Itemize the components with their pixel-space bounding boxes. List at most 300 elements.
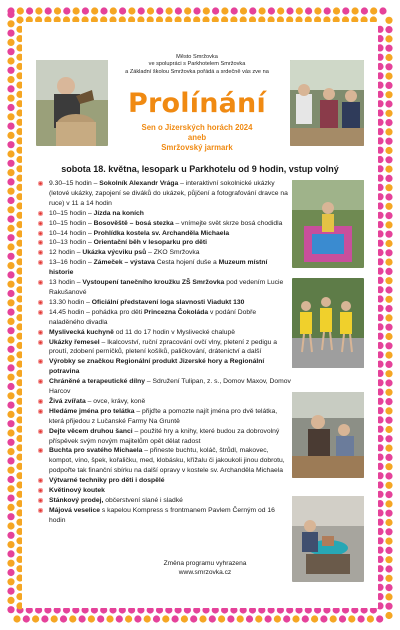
border-dot (190, 615, 197, 622)
border-dot (342, 7, 349, 14)
border-dot (385, 147, 392, 154)
border-dot (7, 95, 14, 102)
border-dot (385, 240, 392, 247)
border-dot (385, 398, 392, 405)
border-dot (184, 7, 191, 14)
border-dot (128, 7, 135, 14)
border-dot (361, 7, 368, 14)
border-dot (277, 7, 284, 14)
border-dot (7, 123, 14, 130)
border-dot (7, 578, 14, 585)
program-item (37, 248, 291, 258)
border-dot (153, 615, 160, 622)
border-dot (385, 156, 392, 163)
border-dot (385, 361, 392, 368)
border-dot (69, 615, 76, 622)
border-dot (385, 389, 392, 396)
falconer-photo (36, 60, 108, 146)
border-dot (7, 588, 14, 595)
border-dot (259, 7, 266, 14)
border-dot (320, 615, 327, 622)
bullet-icon (38, 221, 43, 226)
program-item (37, 446, 291, 476)
border-dot (7, 160, 14, 167)
program-item-text: 10–15 hodin – (49, 209, 94, 217)
program-item-text: 12 hodin – (49, 249, 83, 257)
program-item-text: – použité hry a knihy, které budou za dobrovolný příspěvek svým novým majitelům opět dělat radost (49, 427, 280, 445)
border-dot (385, 352, 392, 359)
program-item-highlight: Sokolník Alexandr Vrága (99, 180, 179, 187)
intro-line: Město Smržovka (176, 54, 218, 60)
border-dot (385, 603, 392, 610)
border-dot (385, 575, 392, 582)
pottery-wheel-photo (292, 496, 364, 582)
border-dot (305, 7, 312, 14)
bullet-icon (38, 310, 43, 315)
border-dot (7, 355, 14, 362)
border-dot (385, 454, 392, 461)
border-dot (385, 612, 392, 619)
border-dot (7, 299, 14, 306)
border-dot (7, 113, 14, 120)
border-dot (7, 178, 14, 185)
border-dot (97, 615, 104, 622)
border-dot (54, 7, 61, 14)
border-dot (203, 7, 210, 14)
program-item-text: – přijďte a pomozte najít jména pro dvě telátka, která přijedou z Lučanské Farmy Na Gruntě (49, 407, 278, 425)
border-dot (268, 7, 275, 14)
border-dot (7, 197, 14, 204)
border-dot (100, 7, 107, 14)
program-item-highlight: Chráněné a terapeutické dílny (49, 378, 146, 386)
border-dot (134, 615, 141, 622)
program-list (37, 179, 291, 526)
program-item-text: – Sdružení Tulipan, z. s., Domov Maxov, Domov Harcov (49, 378, 291, 396)
border-dot (7, 485, 14, 492)
craft-stall-photo (292, 392, 364, 478)
bullet-icon (38, 359, 43, 364)
program-item (37, 496, 291, 506)
program-item-text: Cesta hojení duše a (154, 259, 219, 267)
program-item-text: 9.30–15 hodin – (49, 180, 100, 187)
border-dot (385, 35, 392, 42)
program-item-highlight: Živá zvířata (49, 397, 86, 405)
border-dot (45, 7, 52, 14)
border-dot (376, 615, 383, 622)
border-dot (175, 7, 182, 14)
bullet-icon (38, 429, 43, 434)
border-dot (385, 82, 392, 89)
event-title: Prolínání (128, 88, 266, 119)
border-dot (385, 491, 392, 498)
border-dot (88, 615, 95, 622)
program-item-text: 10–15 hodin – (49, 219, 94, 227)
border-dot (385, 45, 392, 52)
border-dot (147, 7, 154, 14)
border-dot (385, 584, 392, 591)
border-dot (172, 615, 179, 622)
border-dot (249, 7, 256, 14)
event-subtitle (112, 123, 282, 153)
border-dot (385, 538, 392, 545)
border-dot (385, 556, 392, 563)
border-dot (7, 467, 14, 474)
border-dot (385, 166, 392, 173)
border-dot (7, 57, 14, 64)
border-dot (209, 615, 216, 622)
border-dot (385, 249, 392, 256)
bullet-icon (38, 280, 43, 285)
border-dot (7, 29, 14, 36)
border-dot (231, 7, 238, 14)
border-dot (385, 324, 392, 331)
program-item-text: od 11 do 17 hodin v Myslivecké chalupě (113, 328, 235, 336)
border-dot (385, 26, 392, 33)
border-dot (116, 615, 123, 622)
border-dot (7, 76, 14, 83)
border-dot (7, 11, 14, 18)
border-dot (79, 615, 86, 622)
border-dot (7, 457, 14, 464)
border-dot (7, 141, 14, 148)
border-dot (7, 541, 14, 548)
border-dot (265, 615, 272, 622)
border-dot (7, 513, 14, 520)
border-dot (385, 547, 392, 554)
border-dot (246, 615, 253, 622)
border-dot (7, 476, 14, 483)
program-item-text: – Ikalcovství, ruční zpracování ovčí vlny, pletení z pedigu a proutí, zdobení perníčků, pletení košíků, paličkování, drátenictví a další (49, 338, 278, 356)
border-dot (7, 532, 14, 539)
border-dot (7, 309, 14, 316)
border-dot (283, 615, 290, 622)
program-item-highlight: Myslivecká kuchyně (49, 328, 114, 336)
border-dot (385, 110, 392, 117)
border-dot (91, 7, 98, 14)
border-dot (7, 262, 14, 269)
border-dot (7, 206, 14, 213)
program-item-highlight: Hledáme jména pro telátka (49, 407, 135, 415)
border-dot (227, 615, 234, 622)
border-dot (385, 128, 392, 135)
border-dot (385, 212, 392, 219)
program-item-text: 13 hodin – (49, 279, 83, 287)
border-dot (7, 234, 14, 241)
border-dot (218, 615, 225, 622)
border-dot (7, 132, 14, 139)
border-dot (385, 138, 392, 145)
border-dot (82, 7, 89, 14)
border-dot (385, 91, 392, 98)
border-dot (23, 615, 30, 622)
program-item (37, 229, 291, 239)
program-item (37, 238, 291, 248)
intro-line: a Základní školou Smržovka pořádá a srdečně vás zve na (125, 68, 269, 75)
border-dot (296, 7, 303, 14)
border-dot (352, 7, 359, 14)
program-item-highlight: Květinový koutek (49, 487, 105, 495)
program-item (37, 476, 291, 486)
program-item-text: – přineste buchtu, koláč, štrůdl, makovec, kompot, víno, špek, kořaličku, med, klobásku, křížalu či jakoukoli jinou dobrotu, podpořte tak finanční sbírku na další opravy v kostele sv. Archanděla Michaela (49, 447, 285, 475)
border-dot (7, 243, 14, 250)
bullet-icon (38, 340, 43, 345)
program-item-highlight: Oficiální představení loga slavnosti Viadukt 130 (91, 298, 245, 306)
program-item (37, 377, 291, 397)
bullet-icon (38, 231, 43, 236)
bullet-icon (38, 250, 43, 255)
border-dot (7, 504, 14, 511)
border-dot (348, 615, 355, 622)
border-dot (333, 7, 340, 14)
border-dot (7, 606, 14, 613)
program-item-text: občerstvení slané i sladké (103, 497, 183, 504)
border-dot (7, 392, 14, 399)
program-item (37, 258, 291, 278)
border-dot (7, 216, 14, 223)
border-dot (156, 7, 163, 14)
border-dot (330, 615, 337, 622)
program-item-highlight: Stánkový prodej, (49, 497, 104, 504)
border-dot (314, 7, 321, 14)
border-dot (7, 85, 14, 92)
border-dot (138, 7, 145, 14)
program-item-highlight: Jízda na koních (93, 209, 144, 217)
border-dot (324, 7, 331, 14)
intro-line: ve spolupráci s Parkhotelem Smržovka (148, 61, 246, 68)
program-item (37, 298, 291, 308)
border-dot (385, 379, 392, 386)
date-venue-line: sobota 18. května, lesopark u Parkhotelu od 9 hodin, vstup volný (61, 164, 339, 174)
border-dot (60, 615, 67, 622)
border-dot (7, 346, 14, 353)
border-dot (385, 463, 392, 470)
border-dot (370, 7, 377, 14)
border-dot (292, 615, 299, 622)
border-dot (7, 327, 14, 334)
program-item-text: – vnímejte svět skrze bosá chodidla (173, 219, 283, 227)
program-item-highlight: Buchta pro svatého Michaela (49, 447, 143, 455)
bullet-icon (38, 330, 43, 335)
border-dot (385, 296, 392, 303)
bullet-icon (38, 211, 43, 216)
border-dot (7, 374, 14, 381)
program-item (37, 338, 291, 358)
border-dot (17, 7, 24, 14)
border-dot (385, 407, 392, 414)
program-item (37, 308, 291, 328)
border-dot (7, 597, 14, 604)
program-item (37, 179, 291, 209)
border-dot (385, 528, 392, 535)
border-dot (7, 550, 14, 557)
bullet-icon (38, 379, 43, 384)
border-dot (385, 333, 392, 340)
border-dot (385, 314, 392, 321)
border-dot (13, 615, 20, 622)
border-dot (385, 184, 392, 191)
border-dot (32, 615, 39, 622)
program-item-highlight: Vystoupení tanečního kroužku ZŠ Smržovka (82, 279, 225, 287)
program-item-highlight: Zámeček – výstava (93, 259, 155, 267)
border-dot (181, 615, 188, 622)
bullet-icon (38, 399, 43, 404)
subtitle-line: aneb (187, 133, 207, 142)
subtitle-line: Smržovský jarmark (161, 143, 233, 152)
border-dot (7, 67, 14, 74)
program-item-highlight: Princezna Čokoláda (143, 308, 209, 316)
program-change-note: Změna programu vyhrazena (163, 560, 247, 567)
program-item-highlight: Májová veselice (49, 506, 101, 514)
border-dot (385, 193, 392, 200)
border-dot (311, 615, 318, 622)
border-dot (385, 305, 392, 312)
website-url: www.smrzovka.cz (178, 569, 232, 576)
program-item (37, 219, 291, 229)
border-dot (385, 221, 392, 228)
border-dot (385, 54, 392, 61)
border-dot (63, 7, 70, 14)
program-item (37, 486, 291, 496)
program-item-text: 14.45 hodin – pohádka pro děti (49, 308, 144, 316)
dancers-photo (292, 278, 364, 368)
program-item-highlight: Muzeum místní historie (49, 259, 268, 277)
border-dot (106, 615, 113, 622)
border-dot (7, 48, 14, 55)
border-dot (7, 522, 14, 529)
border-dot (7, 448, 14, 455)
program-item-highlight: Bosověště – bosá stezka (93, 219, 174, 227)
program-item-text: – interaktivní sokolnické ukázky (letové ukázky, zapojení se diváků do ukázek, půjčení a fotografování dravce na ruce) v 11 a 14 hodin (49, 180, 288, 207)
program-item-text: 13–16 hodin – (49, 259, 94, 267)
program-item (37, 357, 291, 377)
organizer-intro (112, 54, 282, 76)
bullet-icon (38, 448, 43, 453)
border-dot (385, 445, 392, 452)
border-dot (240, 7, 247, 14)
border-dot (7, 169, 14, 176)
footer-note (130, 559, 280, 577)
border-dot (379, 7, 386, 14)
bullet-icon (38, 409, 43, 414)
border-dot (385, 268, 392, 275)
border-dot (7, 560, 14, 567)
program-item (37, 506, 291, 526)
market-photo (290, 60, 364, 146)
border-dot (7, 383, 14, 390)
border-dot (385, 63, 392, 70)
border-dot (385, 565, 392, 572)
program-item-highlight: Výtvarné techniky pro děti i dospělé (49, 477, 165, 485)
border-dot (255, 615, 262, 622)
border-dot (385, 286, 392, 293)
border-dot (7, 411, 14, 418)
border-dot (385, 231, 392, 238)
border-dot (385, 417, 392, 424)
border-dot (7, 188, 14, 195)
program-item-text: – ZKO Smržovka (146, 249, 200, 257)
border-dot (274, 615, 281, 622)
program-item-text: – ovce, krávy, koně (85, 397, 146, 405)
border-dot (385, 73, 392, 80)
border-dot (7, 104, 14, 111)
program-item-highlight: Orientační běh v lesoparku pro děti (93, 239, 207, 247)
border-dot (7, 336, 14, 343)
border-dot (385, 500, 392, 507)
border-dot (166, 7, 173, 14)
border-dot (7, 364, 14, 371)
border-dot (286, 7, 293, 14)
border-dot (144, 615, 151, 622)
border-dot (35, 7, 42, 14)
border-dot (7, 271, 14, 278)
border-dot (385, 510, 392, 517)
border-dot (73, 7, 80, 14)
program-item-text: 10–14 hodin – (49, 229, 94, 237)
border-dot (7, 318, 14, 325)
border-dot (385, 277, 392, 284)
border-dot (7, 39, 14, 46)
bullet-icon (38, 240, 43, 245)
bullet-icon (38, 498, 43, 503)
border-dot (110, 7, 117, 14)
border-dot (7, 429, 14, 436)
border-dot (385, 472, 392, 479)
program-item-text: v podání Dobře naladěného divadla (49, 308, 257, 326)
program-item-highlight: Ukázka výcviku psů (82, 249, 147, 257)
program-item-text: 13.30 hodin – (49, 298, 92, 306)
bullet-icon (38, 508, 43, 513)
barefoot-trail-photo (292, 180, 364, 268)
program-item-highlight: Prohlídka kostela sv. Archanděla Michaela (93, 229, 230, 237)
border-dot (385, 119, 392, 126)
border-dot (339, 615, 346, 622)
program-item (37, 278, 291, 298)
program-item-text: pod vedením Lucie Rakušanové (49, 279, 284, 296)
program-item-highlight: Ukázky řemesel (49, 338, 100, 346)
program-item-highlight: Dejte věcem druhou šanci (49, 427, 133, 435)
border-dot (367, 615, 374, 622)
program-item-highlight: Výrobky se značkou Regionální produkt Jizerské hory a Regionální potravina (49, 358, 265, 376)
program-item-text: s kapelou Kompress s frontmanem Pavlem Černým od 16 hodin (49, 506, 275, 524)
border-dot (162, 615, 169, 622)
border-dot (7, 253, 14, 260)
border-dot (7, 402, 14, 409)
border-dot (385, 175, 392, 182)
border-dot (193, 7, 200, 14)
program-item (37, 328, 291, 338)
bullet-icon (38, 488, 43, 493)
border-dot (7, 439, 14, 446)
border-dot (237, 615, 244, 622)
border-dot (7, 569, 14, 576)
program-item-text: 10–13 hodin – (49, 239, 94, 247)
program-item (37, 209, 291, 219)
border-dot (385, 203, 392, 210)
subtitle-line: Sen o Jizerských horách 2024 (141, 123, 253, 132)
border-dot (51, 615, 58, 622)
border-dot (302, 615, 309, 622)
border-dot (221, 7, 228, 14)
border-dot (385, 519, 392, 526)
program-item (37, 427, 291, 447)
border-dot (385, 426, 392, 433)
border-dot (7, 420, 14, 427)
border-dot (385, 482, 392, 489)
border-dot (7, 495, 14, 502)
bullet-icon (38, 260, 43, 265)
border-dot (125, 615, 132, 622)
program-item (37, 397, 291, 407)
